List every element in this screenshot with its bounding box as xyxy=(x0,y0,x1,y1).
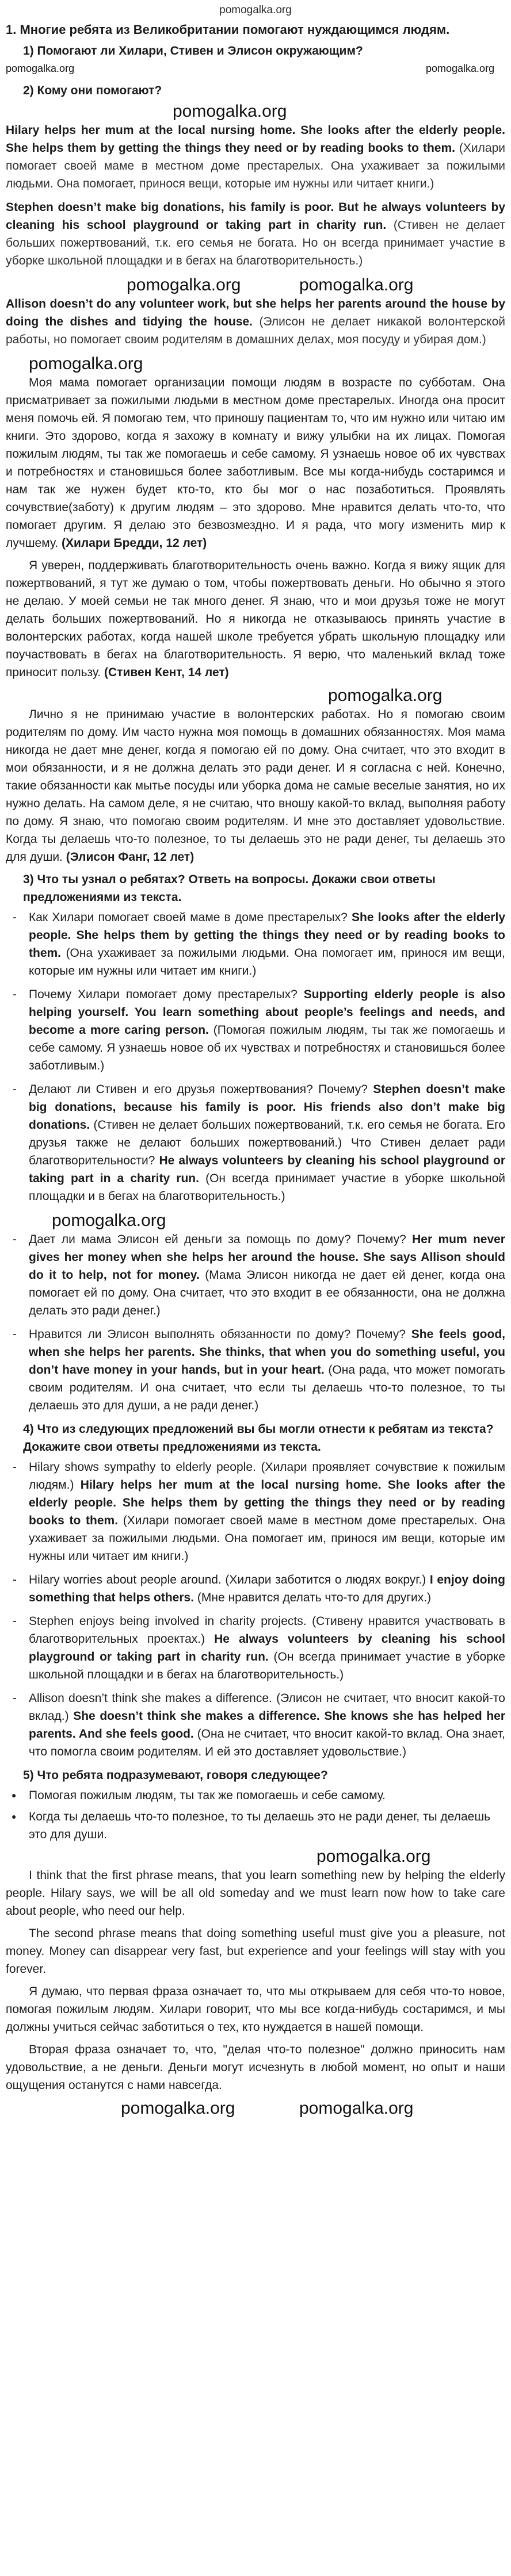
answer-ru: (Стивен не делает больших пожертвований, т.к. его семья не богата. Его друзья также не делают больших пожертвований.) Что Стивен делает ради благотворительности? xyxy=(29,1118,505,1167)
answer-ru: (Помогая пожилым людям, ты так же помогаешь и себе самому. Я узнаешь новое об их чувствах и потребностях и становишься более заботливым.) xyxy=(29,1023,505,1072)
answer-ru: (Он всегда принимает участие в уборке школьной площадки и в бегах на благотворительность.) xyxy=(29,1650,505,1681)
watermark-row xyxy=(6,1847,505,1866)
watermark: pomogalka.org xyxy=(121,2099,235,2118)
watermark: pomogalka.org xyxy=(52,1211,166,1230)
answer-hilary-ru: (Хилари помогает своей маме в местном доме престарелых. Она ухаживает за пожилыми людьми. Она помогает, принося вещи, которые им нужны или читает книги.) xyxy=(6,141,505,190)
watermark: pomogalka.org xyxy=(426,63,495,74)
answer-hilary-en: Hilary helps her mum at the local nursing home. She looks after the elderly people. She helps them by getting the things they need or by reading books to them. xyxy=(6,124,505,155)
answer-en-2: He always volunteers by cleaning his school playground or taking part in a charity run. xyxy=(29,1154,505,1185)
answer-stephen xyxy=(6,198,505,270)
essay-stephen-text: Я уверен, поддерживать благотворительность очень важно. Когда я вижу ящик для пожертвований, я тут же думаю о том, чтобы пожертвовать деньги. Но обычно я этого не делаю. У моей семьи не так много денег. Я знаю, что и мои друзья тоже не могут делать больших пожертвований. Но я никогда не отказываюсь принять участие в волонтерских работах, когда нашей школе требуется убрать школьную площадку или поучаствовать в бегах на благотворительность. Я верю, что маленький вклад тоже приносит пользу. xyxy=(6,559,505,679)
question-1: 1) Помогают ли Хилари, Стивен и Элисон окружающим? xyxy=(23,44,363,57)
answer-en: She doesn’t think she makes a difference. She knows she has helped her parents. And she feels good. xyxy=(29,1709,505,1741)
answer-ru: (Хилари помогает своей маме в местном доме престарелых. Она ухаживает за пожилыми людьми. Она помогает им, принося им вещи, которые им нужны или читает им книги.) xyxy=(29,1514,505,1563)
answer-3-3 xyxy=(6,1080,505,1205)
watermark-row xyxy=(6,62,505,82)
answer-en: Stephen doesn’t make big donations, because his family is poor. His friends also don’t make big donations. xyxy=(29,1083,505,1132)
question-text: Как Хилари помогает своей маме в доме престарелых? xyxy=(29,911,348,924)
answer-en: I enjoy doing something that helps others. xyxy=(29,1573,506,1604)
answer-en: Hilary helps her mum at the local nursing home. She looks after the elderly people. She helps them by getting the things they need or by reading books to them. xyxy=(29,1478,505,1527)
answer-stephen-en: Stephen doesn’t make big donations, his family is poor. But he always volunteers by cleaning his school playground or taking part in charity run. xyxy=(6,201,505,232)
statement-text: Stephen enjoys being involved in charity projects. (Стивену нравится участвовать в благотворительных проектах.) xyxy=(29,1615,505,1646)
watermark: pomogalka.org xyxy=(6,63,75,74)
answer-ru: (Она не считает, что вносит какой-то вклад. Она знает, что помогла своим родителям. И ей это доставляет удовольствие.) xyxy=(29,1727,505,1758)
answer-ru: (Она ухаживает за пожилыми людьми. Она помогает им, принося им вещи, которые им нужны или читает им книги.) xyxy=(29,946,505,977)
question-text: Почему Хилари помогает дому престарелых? xyxy=(29,988,298,1001)
answer-stephen-ru: (Стивен не делает больших пожертвований, т.к. его семья не богата. Но он всегда принимает участие в уборке школьной площадки и в бегах на благотворительность.) xyxy=(6,218,505,267)
question-2: 2) Кому они помогают? xyxy=(23,84,162,97)
answer-en: Her mum never gives her money when she helps her around the house. She says Allison should do it to help, not for money. xyxy=(29,1233,505,1282)
answer-3-1 xyxy=(6,908,505,980)
answer-hilary xyxy=(6,121,505,193)
answer-4-2 xyxy=(6,1571,505,1607)
watermark-row xyxy=(6,686,505,706)
question-5: 5) Что ребята подразумевают, говоря следующее? xyxy=(23,1769,328,1782)
answer-en: She looks after the elderly people. She helps them by getting the things they need or by reading books to them. xyxy=(29,911,505,960)
answer-ru: (Мама Элисон никогда не дает ей денег, когда она помогает ей по дому. Она считает, что это входит в ее обязанности, она не должна делать это ради денег.) xyxy=(29,1268,505,1317)
answer-en: He always volunteers by cleaning his school playground or taking part in charity run. xyxy=(29,1632,505,1663)
essay-hilary-text: Моя мама помогает организации помощи людям в возрасте по субботам. Она присматривает за пожилыми людьми в местном доме престарелых. Иногда она просит меня помочь ей. Я помогаю тем, что приношу пациентам то, что им нужно или читаю им книги. Это здорово, когда я захожу в комнату и вижу улыбки на их лицах. Помогая пожилым людям, ты так же помогаешь и себе самому. Я узнаешь новое об их чувствах и потребностях и становишься более заботливым. Все мы когда-нибудь состаримся и нам так же нужен будет кто-то, кто бы мог о нас позаботиться. Проявлять сочувствие(заботу) к другим людям – это здорово. Мне нравится делать что-то, что помогает другим. Я делаю это безвозмездно. И я рада, что могу изменить мир к лучшему. xyxy=(6,376,505,550)
answer-3-4 xyxy=(6,1230,505,1320)
document-page xyxy=(6,0,505,2118)
essay-allison xyxy=(6,706,505,866)
final-paragraph-4: Вторая фраза означает то, что, "делая что-то полезное" должно приносить нам удовольствие, а не деньги. Деньги могут исчезнуть в любой момент, но опыт и наши ощущения останутся с нами навсегда. xyxy=(6,2043,505,2092)
watermark-row xyxy=(6,354,505,374)
statement-text: Hilary worries about people around. (Хилари заботится о людях вокруг.) xyxy=(29,1573,426,1586)
answer-4-3 xyxy=(6,1612,505,1684)
phrase-2: ● Когда ты делаешь что-то полезное, то ты делаешь это не ради денег, ты делаешь это для души. xyxy=(6,1808,505,1843)
essay-stephen xyxy=(6,557,505,681)
answer-3-5 xyxy=(6,1325,505,1414)
statement-text: Allison doesn’t think she makes a difference. (Элисон не считает, что вносит какой-то вклад.) xyxy=(29,1692,505,1723)
question-text: Нравится ли Элисон выполнять обязанности по дому? Почему? xyxy=(29,1328,406,1341)
final-paragraph-1: I think that the first phrase means, that you learn something new by helping the elderly people. Hilary says, we will be all old someday and we must learn now how to take care about people, who need our help. xyxy=(6,1869,505,1918)
statement-text: Hilary shows sympathy to elderly people. (Хилари проявляет сочувствие к пожилым людям.) xyxy=(29,1460,505,1492)
watermark-row xyxy=(6,102,505,121)
answer-allison-ru: (Элисон не делает никакой волонтерской работы, но помогает своим родителям в домашних делах, моя посуду и убирая дом.) xyxy=(6,315,506,346)
answer-allison-en: Allison doesn’t do any volunteer work, but she helps her parents around the house by doing the dishes and tidying the house. xyxy=(6,297,505,328)
watermark: pomogalka.org xyxy=(328,686,443,705)
phrase-1: ● Помогая пожилым людям, ты так же помогаешь и себе самому. xyxy=(6,1787,505,1804)
watermark: pomogalka.org xyxy=(127,275,241,294)
answer-ru-2: (Он всегда принимает участие в уборке школьной площадки и в бегах на благотворительность.) xyxy=(29,1172,505,1203)
essay-allison-signature: (Элисон Фанг, 12 лет) xyxy=(66,850,195,864)
question-text: Делают ли Стивен и его друзья пожертвования? Почему? xyxy=(29,1083,368,1096)
essay-allison-text: Лично я не принимаю участие в волонтерских работах. Но я помогаю своим родителям по дому. Им часто нужна моя помощь в домашних обязанностях. Моя мама никогда не дает мне денег, когда я помогаю ей по дому. Она считает, что это входит в мои обязанности, и я не должна делать это ради денег. И я согласна с ней. Конечно, такие обязанности как мытье посуды или уборка дома не самые веселые занятия, но их нужно делать. На самом деле, я не считаю, что вношу какой-то вклад, выполняя работу по дому. Я знаю, что помогаю своим родителям. И мне это доставляет удовольствие. Когда ты делаешь что-то полезное, то ты делаешь это не ради денег, ты делаешь это для души. xyxy=(6,708,505,864)
question-text: Дает ли мама Элисон ей деньги за помощь по дому? Почему? xyxy=(29,1233,406,1246)
answer-ru: (Мне нравится делать что-то для других.) xyxy=(197,1591,432,1604)
answer-4-1 xyxy=(6,1458,505,1565)
question-4: 4) Что из следующих предложений вы бы могли отнести к ребятам из текста? Докажите свои ответы предложениями из текста. xyxy=(23,1423,494,1454)
task-heading: 1. Многие ребята из Великобритании помогают нуждающимся людям. xyxy=(6,22,450,37)
question-3: 3) Что ты узнал о ребятах? Ответь на вопросы. Докажи свои ответы предложениями из текста. xyxy=(23,873,436,904)
answer-3-2 xyxy=(6,986,505,1075)
essay-hilary-signature: (Хилари Бредди, 12 лет) xyxy=(61,536,207,550)
answer-ru: (Она рада, что может помогать своим родителям. И она считает, что если ты делаешь что-то полезное, то ты делаешь это для души, а не ради денег.) xyxy=(29,1363,505,1412)
essay-stephen-signature: (Стивен Кент, 14 лет) xyxy=(104,666,229,679)
watermark: pomogalka.org xyxy=(173,102,287,121)
watermark: pomogalka.org xyxy=(299,275,414,294)
answer-allison xyxy=(6,295,505,348)
answer-4-4 xyxy=(6,1689,505,1761)
final-paragraph-2: The second phrase means that doing something useful must give you a pleasure, not money. Money can disappear very fast, but experience and your feelings will stay with you forever. xyxy=(6,1927,505,1976)
watermark: pomogalka.org xyxy=(29,354,143,373)
watermark-row xyxy=(6,2099,505,2118)
site-header[interactable]: pomogalka.org xyxy=(219,4,292,16)
watermark: pomogalka.org xyxy=(299,2099,414,2118)
answer-en: Supporting elderly people is also helping yourself. You learn something about people’s feelings and needs, and become a more caring person. xyxy=(29,988,505,1037)
answer-en: She feels good, when she helps her parents. She thinks, that when you do something useful, you don’t have money in your hands, but in your heart. xyxy=(29,1328,505,1377)
essay-hilary xyxy=(6,374,505,552)
watermark-row xyxy=(6,1211,505,1230)
watermark: pomogalka.org xyxy=(316,1847,431,1866)
final-paragraph-3: Я думаю, что первая фраза означает то, что мы открываем для себя что-то новое, помогая пожилым людям. Хилари говорит, что мы все когда-нибудь состаримся, и мы должны учиться сейчас заботиться о тех, кто нуждается в нашей помощи. xyxy=(6,1985,505,2034)
watermark-row xyxy=(6,275,505,295)
